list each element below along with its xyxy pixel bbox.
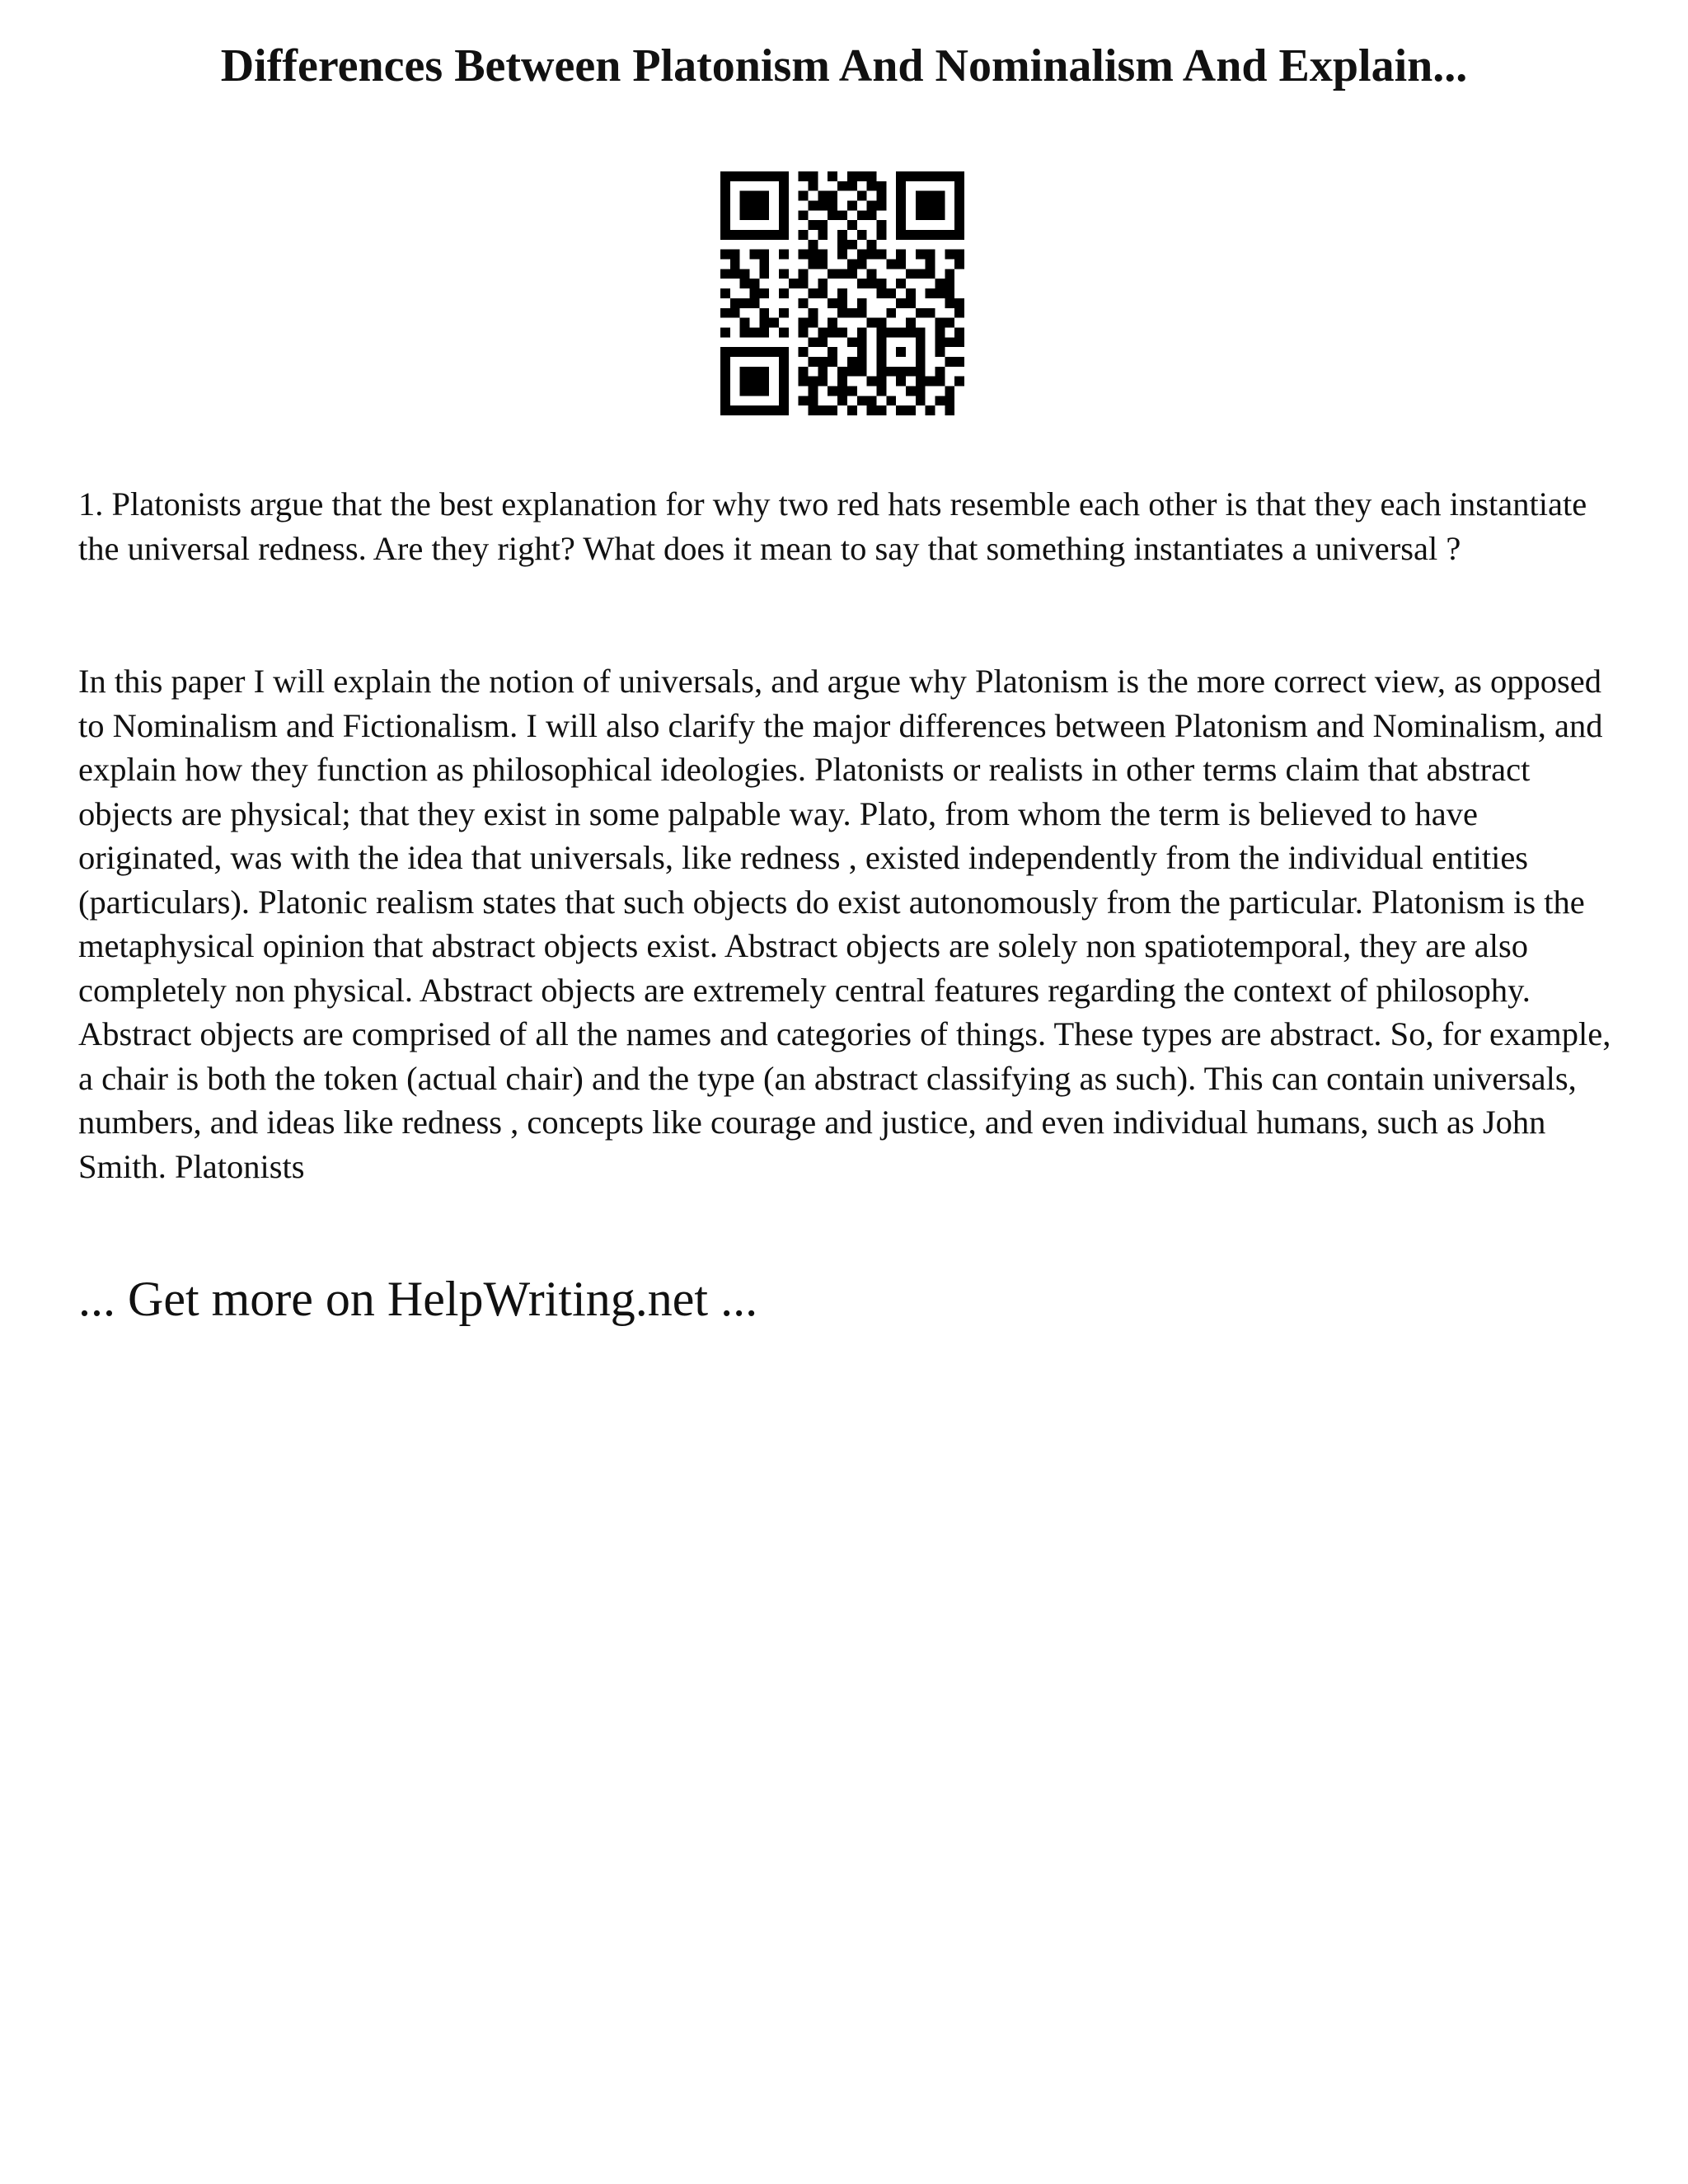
- essay-question: 1. Platonists argue that the best explanation for why two red hats resemble each other is that they each instantiate the universal redness. Are they right? What does it mean to say that something instantiates a universal ?: [78, 485, 1587, 567]
- essay-body: In this paper I will explain the notion of universals, and argue why Platonism is the more correct view, as opposed to Nominalism and Fictionalism. I will also clarify the major differences between Platonism and Nominalism, and explain how they function as philosophical ideologies. Platonists or realists in other terms claim that abstract objects are physical; that they exist in some palpable way. Plato, from whom the term is believed to have originated, was with the idea that universals, like redness , existed independently from the individual entities (particulars). Platonic realism states that such objects do exist autonomously from the particular. Platonism is the metaphysical opinion that abstract objects exist. Abstract objects are solely non spatiotemporal, they are also completely non physical. Abstract objects are extremely central features regarding the context of philosophy. Abstract objects are comprised of all the names and categories of things. These types are abstract. So, for example, a chair is both the token (actual chair) and the type (an abstract classifying as such). This can contain universals, numbers, and ideas like redness , concepts like courage and justice, and even individual humans, such as John Smith. Platonists: [78, 663, 1611, 1185]
- page-title: Differences Between Platonism And Nominalism And Explain...: [220, 40, 1468, 91]
- qr-code-icon: [720, 171, 964, 415]
- get-more-link[interactable]: ... Get more on HelpWriting.net ...: [78, 1272, 758, 1326]
